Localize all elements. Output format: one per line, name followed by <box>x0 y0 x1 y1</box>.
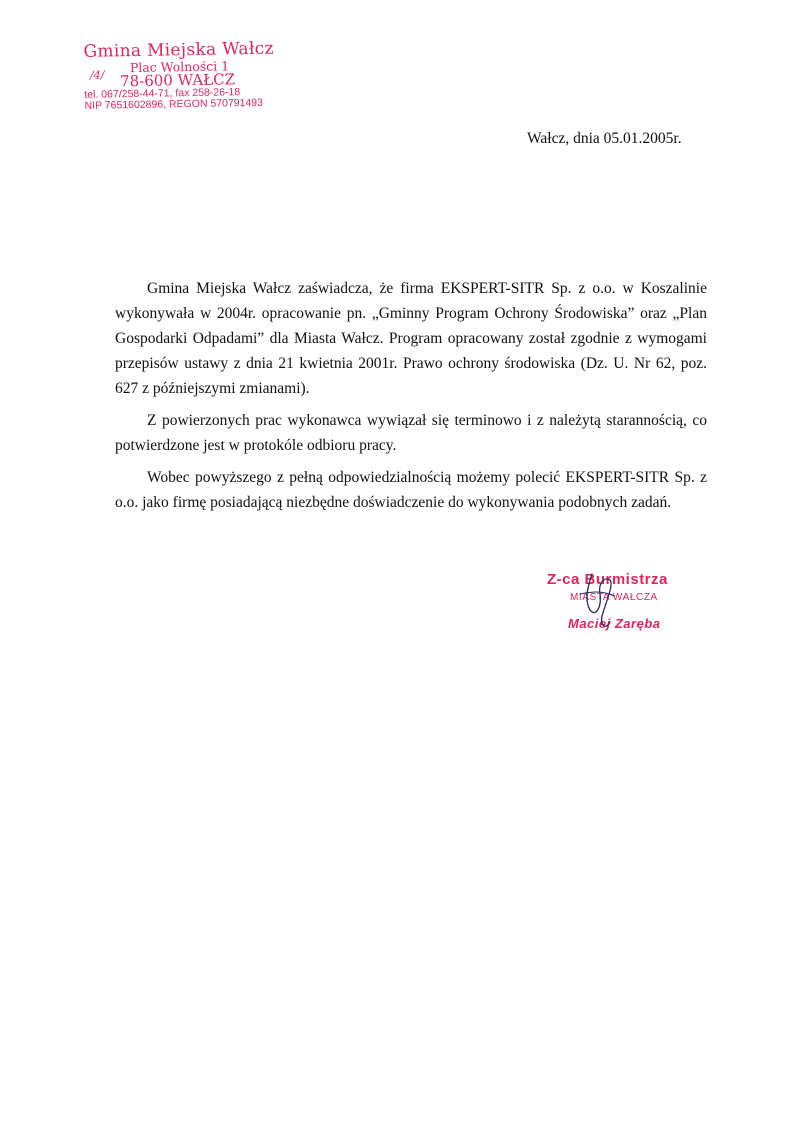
letter-body <box>115 276 707 522</box>
stamp-number: /4/ <box>89 68 105 82</box>
signature-stamp <box>540 566 710 646</box>
document-date: Wałcz, dnia 05.01.2005r. <box>527 130 682 147</box>
paragraph-1: Gmina Miejska Wałcz zaświadcza, że firma EKSPERT-SITR Sp. z o.o. w Koszalinie wykonywała w 2004r. opracowanie pn. „Gminny Program Ochrony Środowiska” oraz „Plan Gospodarki Odpadami” dla Miasta Wałcz. Program opracowany został zgodnie z wymogami przepisów ustawy z dnia 21 kwietnia 2001r. Prawo ochrony środowiska (Dz. U. Nr 62, poz. 627 z późniejszymi zmianami). <box>115 280 707 397</box>
paragraph-2: Z powierzonych prac wykonawca wywiązał się terminowo i z należytą starannością, co potwierdzone jest w protokóle odbioru pracy. <box>115 412 707 454</box>
signature-name: Maciej Zaręba <box>568 616 661 631</box>
stamp-phone: tel. 067/258-44-71, fax 258-26-18 <box>84 86 241 101</box>
stamp-organization-name: Gmina Miejska Wałcz <box>83 38 274 62</box>
paragraph-3: Wobec powyższego z pełną odpowiedzialnością możemy polecić EKSPERT-SITR Sp. z o.o. jako firmę posiadającą niezbędne doświadczenie do wykonywania podobnych zadań. <box>115 469 707 511</box>
signature-city: MIASTA WAŁCZA <box>570 592 658 603</box>
stamp-street: Plac Wolności 1 <box>129 58 230 76</box>
stamp-address-row <box>84 58 304 90</box>
handwritten-signature <box>540 566 710 646</box>
stamp-address-block <box>120 59 235 89</box>
letterhead-stamp <box>83 38 304 112</box>
stamp-city: 78-600 WAŁCZ <box>119 70 236 91</box>
stamp-tax-ids: NIP 7651602896, REGON 570791493 <box>84 96 264 112</box>
signature-title: Z-ca Burmistrza <box>547 571 668 588</box>
